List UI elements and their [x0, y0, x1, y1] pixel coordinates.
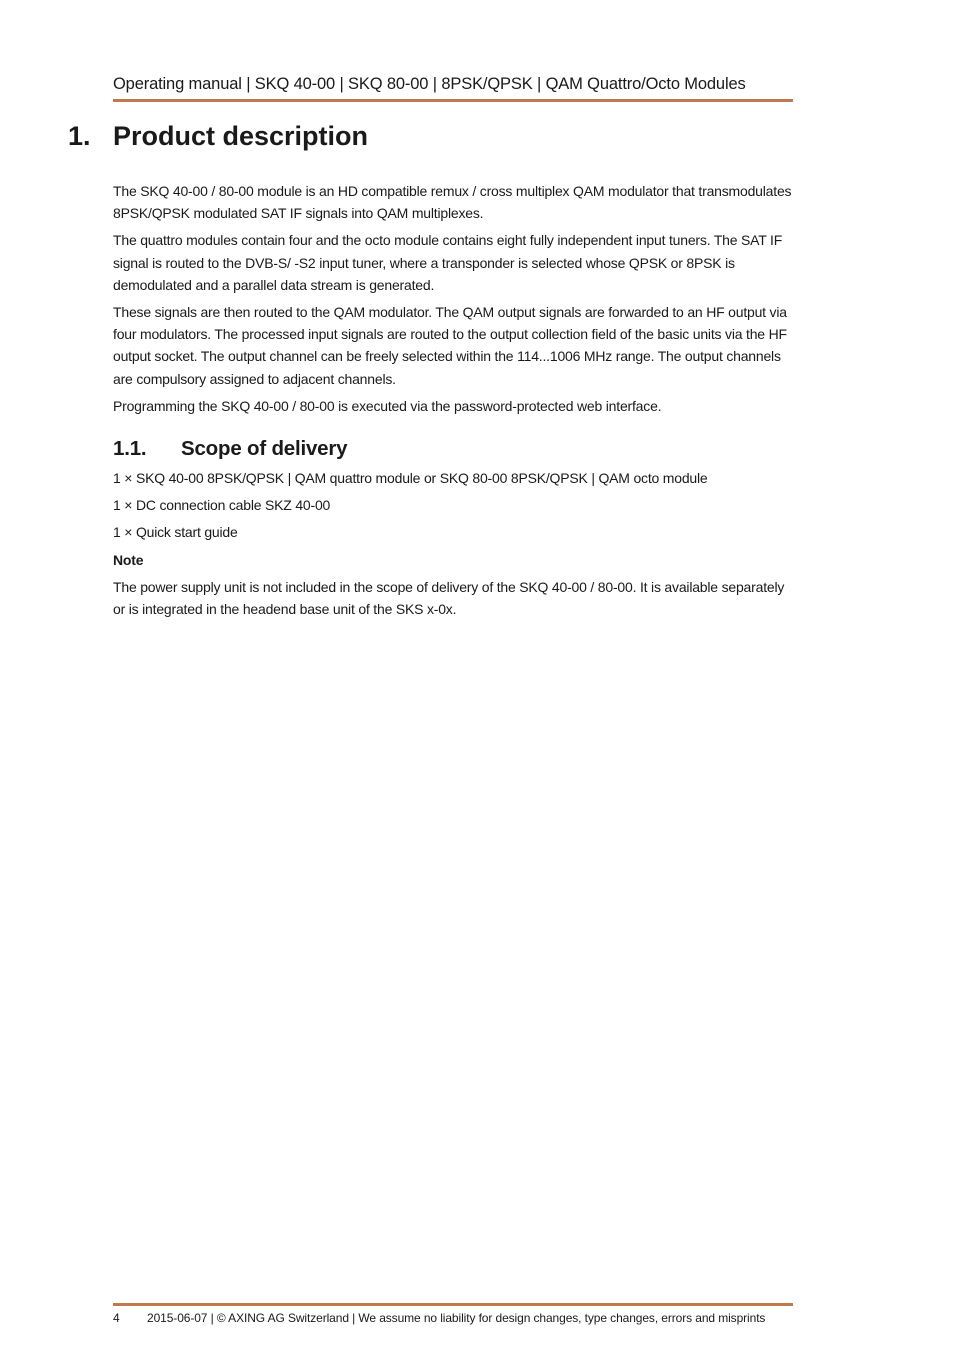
page-number: 4: [113, 1311, 120, 1325]
subsection-title: Scope of delivery: [181, 437, 348, 461]
footer-row: [113, 1310, 765, 1326]
footer-text: 2015-06-07 | © AXING AG Switzerland | We assume no liability for design changes, type changes, errors and misprints: [147, 1311, 766, 1325]
delivery-item: 1 × Quick start guide: [113, 524, 238, 541]
paragraph: These signals are then routed to the QAM modulator. The QAM output signals are forwarded to an HF output via four modulators. The processed input signals are routed to the output collection field of the basic units via the HF output socket. The output channel can be freely selected within the 114...1006 MHz range. The output channels are compulsory assigned to adjacent channels.: [113, 304, 787, 387]
paragraph: The quattro modules contain four and the octo module contains eight fully independent input tuners. The SAT IF signal is routed to the DVB-S/ -S2 input tuner, where a transponder is selected whose QPSK or 8PSK is demodulated and a parallel data stream is generated.: [113, 232, 783, 293]
section-title: Product description: [113, 121, 369, 151]
subsection-number: 1.1.: [113, 437, 147, 461]
delivery-item: 1 × SKQ 40-00 8PSK/QPSK | QAM quattro module or SKQ 80-00 8PSK/QPSK | QAM octo module: [113, 470, 708, 487]
note-label: Note: [113, 551, 144, 568]
page-header: [113, 72, 793, 102]
section-heading: [68, 118, 368, 154]
delivery-item: 1 × DC connection cable SKZ 40-00: [113, 497, 331, 514]
main-content: [113, 180, 793, 625]
note-text: The power supply unit is not included in the scope of delivery of the SKQ 40-00 / 80-00. It is available separately or is integrated in the headend base unit of the SKS x-0x.: [113, 578, 785, 618]
header-title: Operating manual | SKQ 40-00 | SKQ 80-00 | 8PSK/QPSK | QAM Quattro/Octo Modules: [113, 75, 746, 93]
section-number: 1.: [68, 121, 91, 151]
subsection-heading: [113, 435, 793, 463]
page-footer: [113, 1303, 793, 1325]
paragraph: The SKQ 40-00 / 80-00 module is an HD compatible remux / cross multiplex QAM modulator that transmodulates 8PSK/QPSK modulated SAT IF signals into QAM multiplexes.: [113, 183, 792, 222]
paragraph: Programming the SKQ 40-00 / 80-00 is executed via the password-protected web interface.: [113, 397, 662, 414]
